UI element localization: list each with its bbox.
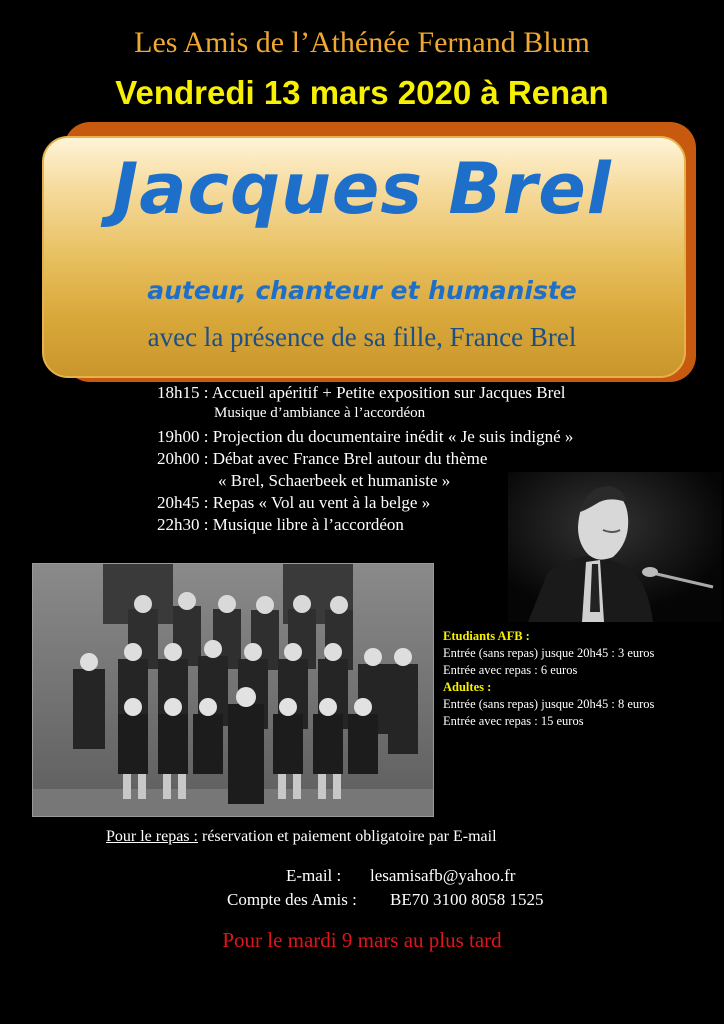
program-item: 22h30 : Musique libre à l’accordéon [157, 515, 404, 534]
account-number: BE70 3100 8058 1525 [390, 890, 544, 909]
students-price-no-meal: Entrée (sans repas) jusque 20h45 : 3 euros [443, 646, 655, 660]
deadline-notice: Pour le mardi 9 mars au plus tard [222, 928, 502, 952]
program-item: 19h00 : Projection du documentaire inédit « Je suis indigné » [157, 427, 574, 446]
main-title: Jacques Brel [112, 148, 612, 230]
email-address[interactable]: lesamisafb@yahoo.fr [370, 866, 516, 885]
program-item: 20h00 : Débat avec France Brel autour du thème [157, 449, 488, 468]
students-label: Etudiants AFB : [443, 629, 530, 643]
reservation-label: Pour le repas : [106, 828, 198, 845]
event-date: Vendredi 13 mars 2020 à Renan [115, 74, 609, 111]
adults-label: Adultes : [443, 680, 492, 694]
organizer-title: Les Amis de l’Athénée Fernand Blum [134, 26, 590, 59]
reservation-text: réservation et paiement obligatoire par E-mail [197, 828, 497, 845]
program-item: Musique d’ambiance à l’accordéon [214, 405, 426, 421]
email-label: E-mail : [286, 866, 342, 885]
subtitle: auteur, chanteur et humaniste [147, 276, 577, 305]
adults-price-meal: Entrée avec repas : 15 euros [443, 714, 584, 728]
program-item: « Brel, Schaerbeek et humaniste » [218, 471, 451, 490]
program-item: 18h15 : Accueil apéritif + Petite exposition sur Jacques Brel [157, 383, 566, 402]
adults-price-no-meal: Entrée (sans repas) jusque 20h45 : 8 euros [443, 697, 655, 711]
account-label: Compte des Amis : [227, 890, 357, 909]
class-photo [32, 563, 434, 817]
presence-line: avec la présence de sa fille, France Brel [147, 322, 577, 352]
singer-photo [508, 472, 722, 622]
reservation-line [106, 828, 497, 846]
program-item: 20h45 : Repas « Vol au vent à la belge » [157, 493, 431, 512]
students-price-meal: Entrée avec repas : 6 euros [443, 663, 578, 677]
